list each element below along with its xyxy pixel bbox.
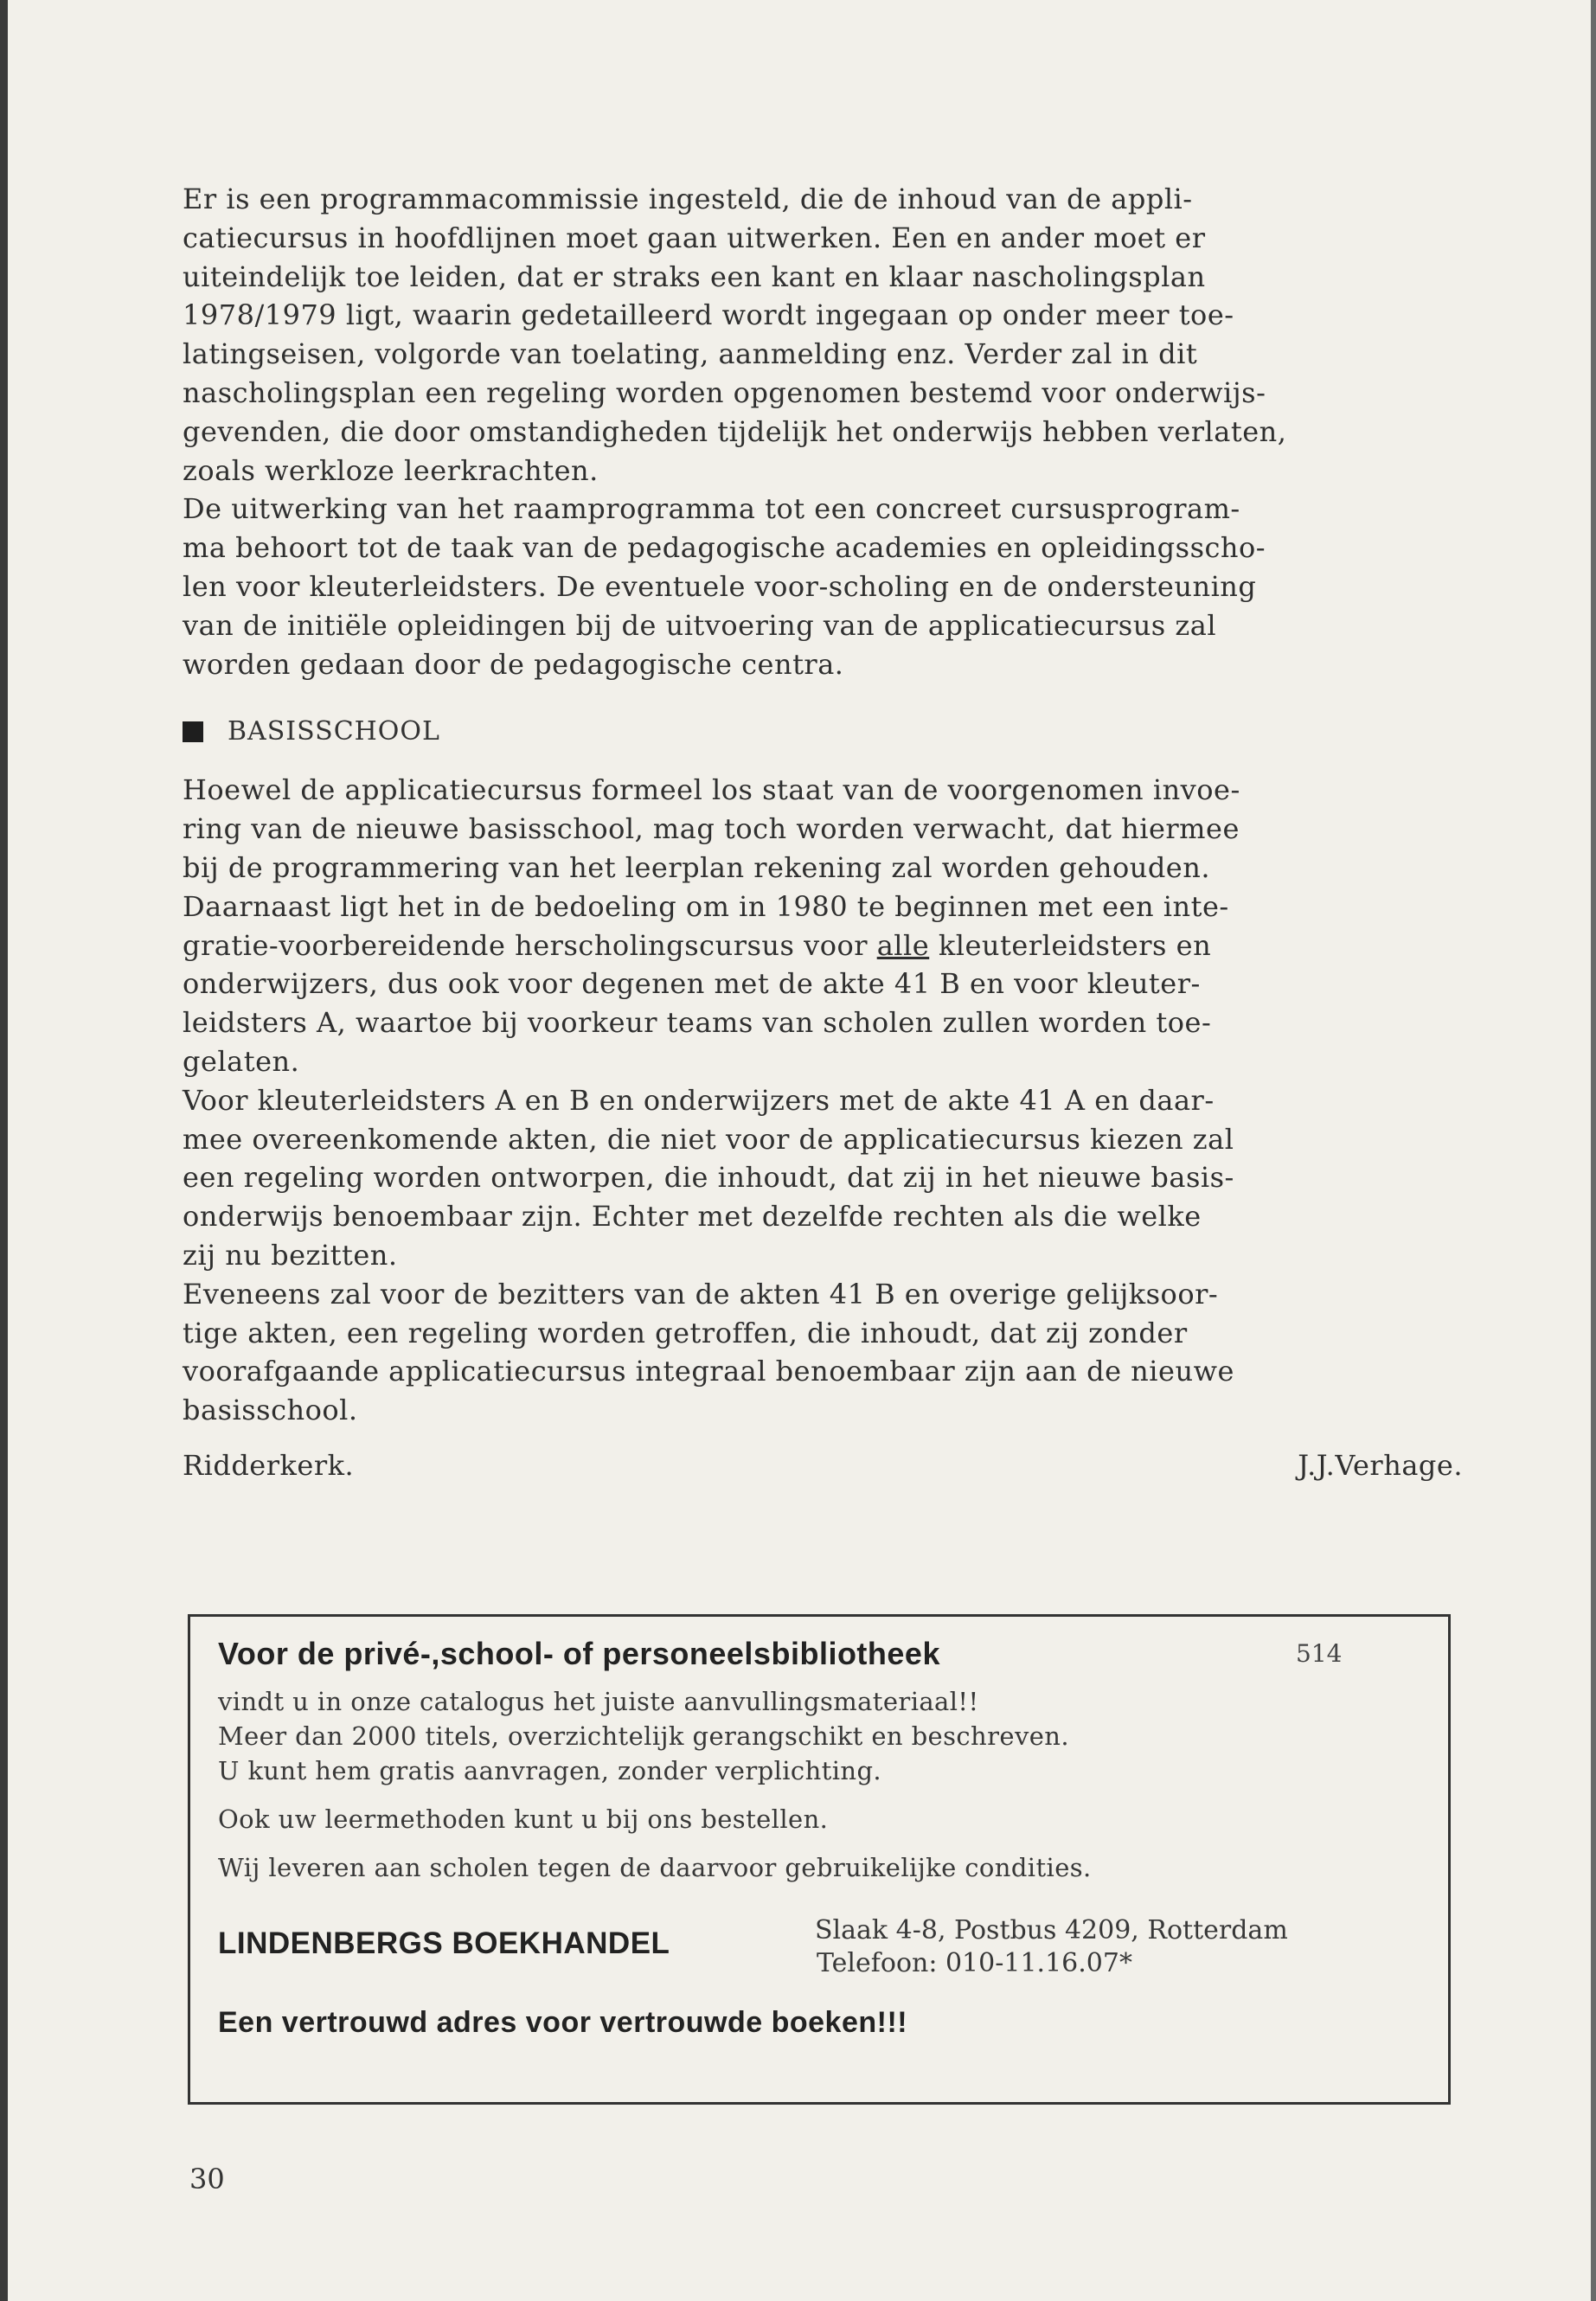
section-title: BASISSCHOOL	[228, 716, 440, 747]
ad-line: U kunt hem gratis aanvragen, zonder verplichting.	[218, 1756, 882, 1785]
text-line: Er is een programmacommissie ingesteld, die de inhoud van de appli-	[183, 183, 1193, 215]
text-line: catiecursus in hoofdlijnen moet gaan uitwerken. Een en ander moet er	[183, 221, 1206, 254]
text-line: van de initiële opleidingen bij de uitvoering van de applicatiecursus zal	[183, 608, 1217, 642]
text-line-start: gratie-voorbereidende herscholingscursus voor	[183, 928, 877, 962]
paragraph-basisschool-intro	[183, 771, 1463, 1080]
section-heading	[183, 716, 1463, 747]
text-line: een regeling worden ontworpen, die inhoudt, dat zij in het nieuwe basis-	[183, 1161, 1234, 1195]
text-line: uiteindelijk toe leiden, dat er straks een kant en klaar nascholingsplan	[183, 260, 1206, 293]
ad-line-supply: Wij leveren aan scholen tegen de daarvoor gebruikelijke condities.	[218, 1853, 1092, 1882]
shop-address: Slaak 4-8, Postbus 4209, Rotterdam	[815, 1915, 1288, 1945]
text-line: zij nu bezitten.	[183, 1238, 398, 1272]
paragraph-elaboration	[183, 490, 1463, 683]
text-line: Voor kleuterleidsters A en B en onderwijzers met de akte 41 A en daar-	[183, 1083, 1215, 1117]
text-line: gelaten.	[183, 1044, 300, 1078]
shop-name: LINDENBERGS BOEKHANDEL	[218, 1926, 670, 1960]
text-line: leidsters A, waartoe bij voorkeur teams van scholen zullen worden toe-	[183, 1006, 1212, 1040]
signature-author: J.J.Verhage.	[1298, 1448, 1463, 1482]
text-line: voorafgaande applicatiecursus integraal benoembaar zijn aan de nieuwe	[183, 1355, 1234, 1388]
text-line: 1978/1979 ligt, waarin gedetailleerd wordt ingegaan op onder meer toe-	[183, 298, 1234, 332]
text-line-end: kleuterleidsters en	[929, 928, 1212, 962]
text-line: onderwijzers, dus ook voor degenen met de akte 41 B en voor kleuter-	[183, 967, 1201, 1001]
text-line: De uitwerking van het raamprogramma tot een concreet cursusprogram-	[183, 492, 1240, 526]
ad-title: Voor de privé-,school- of personeelsbibliotheek	[218, 1636, 940, 1671]
signature-place: Ridderkerk.	[183, 1448, 355, 1482]
text-line: ma behoort tot de taak van de pedagogische academies en opleidingsscho-	[183, 531, 1266, 565]
article-body	[183, 180, 1463, 1482]
ad-line: vindt u in onze catalogus het juiste aanvullingsmateriaal!!	[218, 1687, 979, 1716]
bookshop-advertisement	[188, 1614, 1451, 2105]
paragraph-kleuterleidsters	[183, 1081, 1463, 1275]
text-line: latingseisen, volgorde van toelating, aanmelding enz. Verder zal in dit	[183, 337, 1198, 371]
underlined-word: alle	[876, 928, 930, 962]
ad-line: Meer dan 2000 titels, overzichtelijk gerangschikt en beschreven.	[218, 1721, 1069, 1751]
text-line: Hoewel de applicatiecursus formeel los staat van de voorgenomen invoe-	[183, 773, 1240, 807]
signature-row	[183, 1449, 1463, 1482]
shop-address-block	[815, 1914, 1288, 1980]
ad-slogan: Een vertrouwd adres voor vertrouwde boeken!!!	[218, 2006, 908, 2039]
text-line: nascholingsplan een regeling worden opgenomen bestemd voor onderwijs-	[183, 375, 1266, 409]
text-line: worden gedaan door de pedagogische centra.	[183, 647, 844, 681]
text-line: onderwijs benoembaar zijn. Echter met dezelfde rechten als die welke	[183, 1200, 1202, 1234]
paragraph-committee	[183, 180, 1463, 490]
page-number: 30	[189, 2163, 225, 2195]
ad-code: 514	[1296, 1639, 1343, 1668]
text-line: len voor kleuterleidsters. De eventuele voor-scholing en de ondersteuning	[183, 569, 1257, 603]
text-line: ring van de nieuwe basisschool, mag toch worden verwacht, dat hiermee	[183, 812, 1240, 846]
ad-line-order: Ook uw leermethoden kunt u bij ons bestellen.	[218, 1804, 829, 1834]
shop-info	[218, 1914, 1448, 1980]
text-line: Daarnaast ligt het in de bedoeling om in 1980 te beginnen met een inte-	[183, 889, 1229, 923]
text-line: zoals werkloze leerkrachten.	[183, 453, 599, 487]
shop-phone: Telefoon: 010-11.16.07*	[817, 1948, 1132, 1978]
text-line: mee overeenkomende akten, die niet voor de applicatiecursus kiezen zal	[183, 1122, 1234, 1156]
ad-body	[218, 1684, 1448, 1885]
text-line: basisschool.	[183, 1394, 358, 1427]
ad-title-row	[218, 1636, 1448, 1684]
text-line: gevenden, die door omstandigheden tijdelijk het onderwijs hebben verlaten,	[183, 414, 1287, 448]
paragraph-akten	[183, 1275, 1463, 1430]
square-bullet-icon	[183, 721, 203, 742]
text-line: bij de programmering van het leerplan rekening zal worden gehouden.	[183, 850, 1211, 884]
text-line: tige akten, een regeling worden getroffen, die inhoudt, dat zij zonder	[183, 1316, 1188, 1349]
text-line: Eveneens zal voor de bezitters van de akten 41 B en overige gelijksoor-	[183, 1277, 1219, 1311]
